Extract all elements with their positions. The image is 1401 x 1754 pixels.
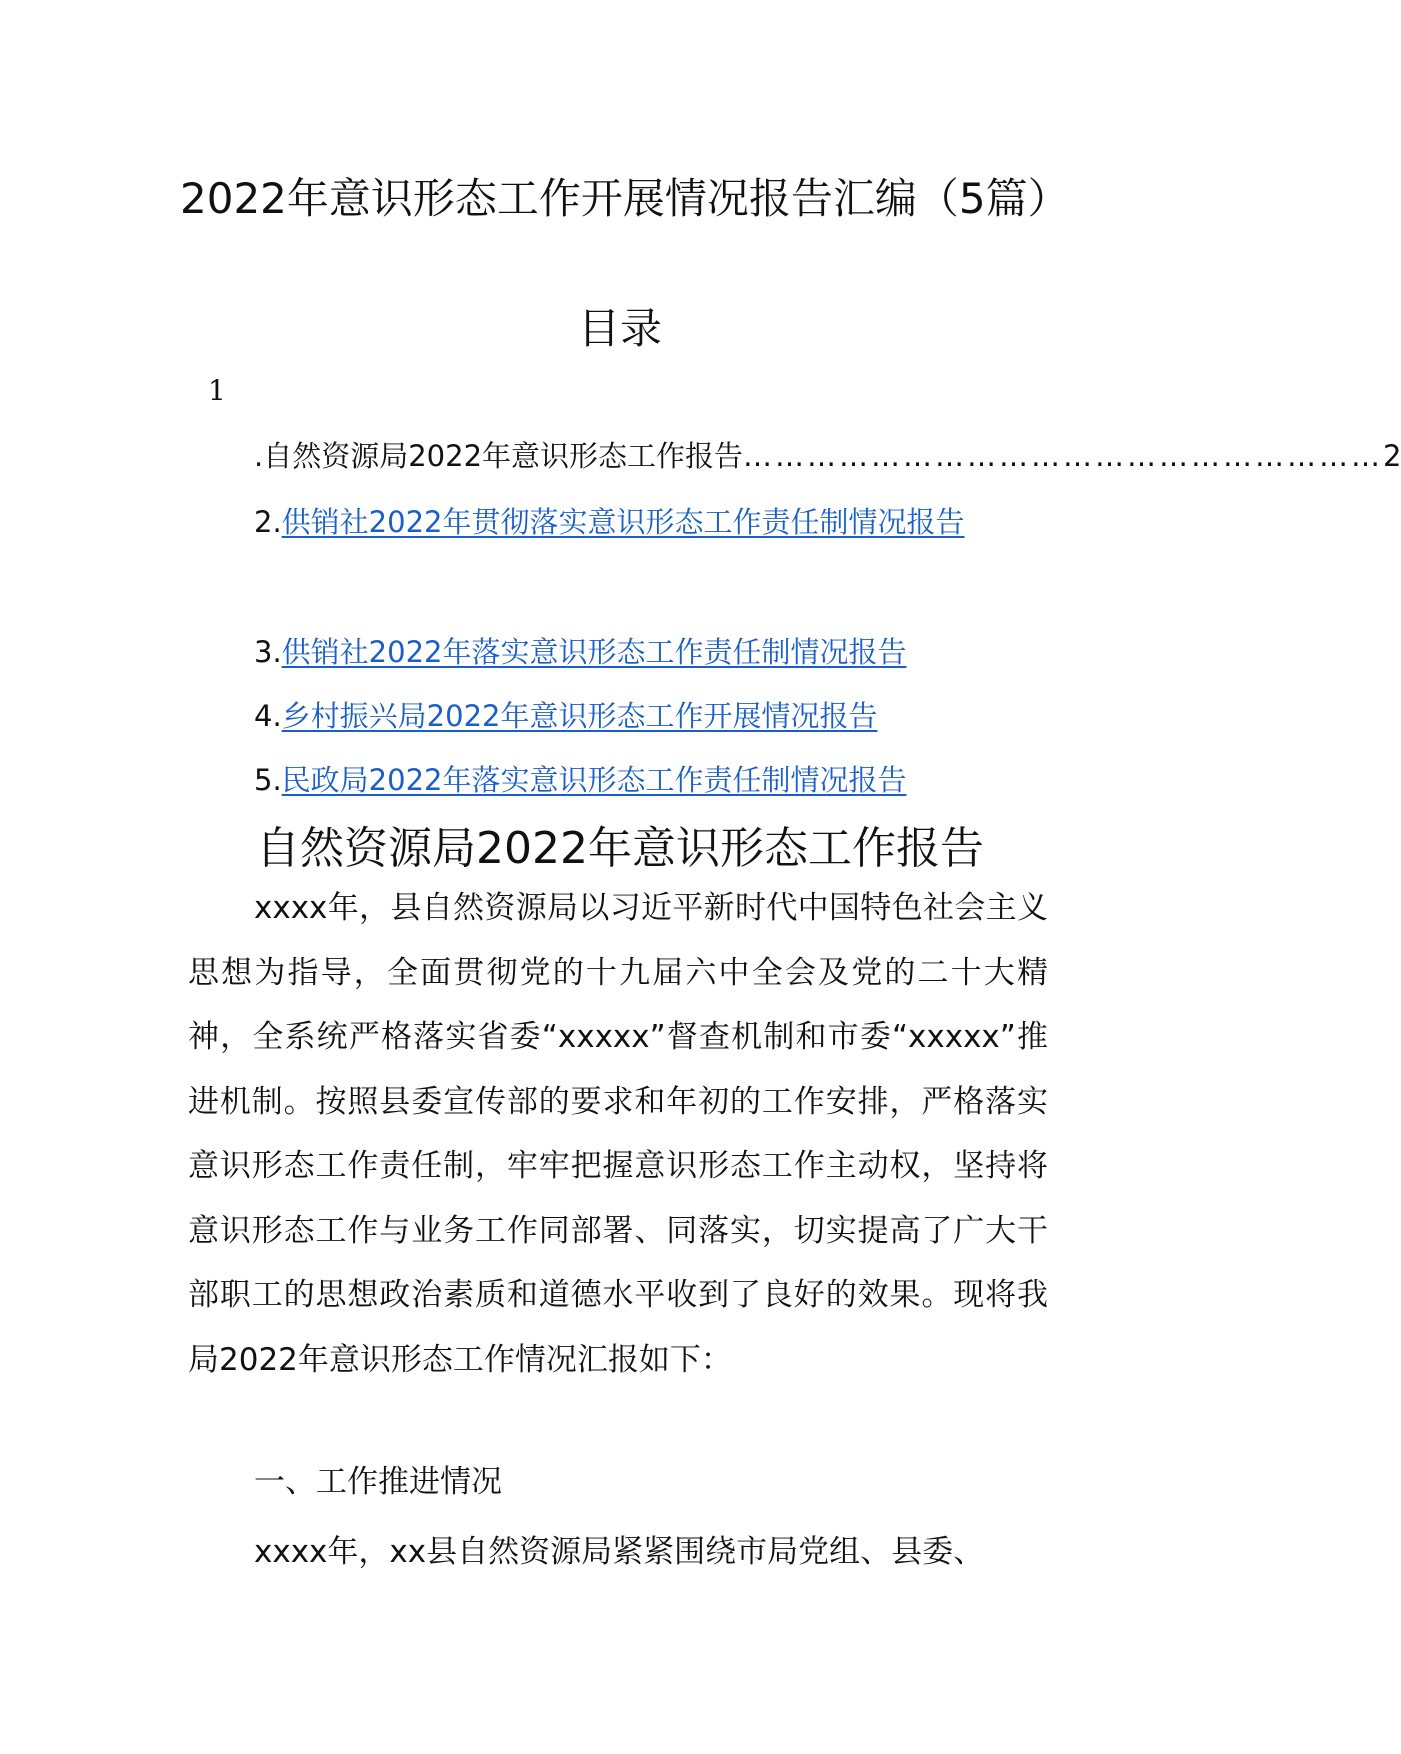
document-title: 2022年意识形态工作开展情况报告汇编（5篇） bbox=[180, 174, 1070, 223]
toc-item-3-link[interactable]: 供销社2022年落实意识形态工作责任制情况报告 bbox=[281, 635, 907, 669]
toc-item-2-number: 2. bbox=[254, 505, 282, 539]
toc-item-1-page: 2 bbox=[1383, 439, 1401, 473]
toc-heading: 目录 bbox=[577, 304, 662, 353]
toc-item-4 bbox=[188, 684, 1114, 748]
body-paragraph-2: xxxx年，xx县自然资源局紧紧围绕市局党组、县委、 bbox=[254, 1534, 985, 1570]
toc-item-3-number: 3. bbox=[254, 635, 282, 669]
toc-item-1[interactable] bbox=[188, 424, 1401, 488]
toc-item-5 bbox=[188, 748, 1114, 812]
toc-item-5-link[interactable]: 民政局2022年落实意识形态工作责任制情况报告 bbox=[281, 763, 907, 797]
section-heading: 一、工作推进情况 bbox=[254, 1464, 502, 1500]
toc-item-3 bbox=[188, 620, 1114, 684]
toc-item-4-link[interactable]: 乡村振兴局2022年意识形态工作开展情况报告 bbox=[281, 699, 878, 733]
toc-first-number: 1 bbox=[208, 374, 226, 407]
toc-leader-dots: …………………………………………………… bbox=[743, 439, 1384, 473]
toc-item-1-text: .自然资源局2022年意识形态工作报告 bbox=[254, 439, 744, 473]
toc-item-2 bbox=[188, 490, 1048, 554]
section-title: 自然资源局2022年意识形态工作报告 bbox=[256, 823, 984, 874]
toc-item-5-number: 5. bbox=[254, 763, 282, 797]
toc-item-4-number: 4. bbox=[254, 699, 282, 733]
toc-item-2-link[interactable]: 供销社2022年贯彻落实意识形态工作责任制情况报告 bbox=[281, 505, 965, 539]
body-paragraph: xxxx年，县自然资源局以习近平新时代中国特色社会主义思想为指导，全面贯彻党的十九届六中全会及党的二十大精神，全系统严格落实省委“xxxxx”督查机制和市委“xxxxx”推进机制。按照县委宣传部的要求和年初的工作安排，严格落实意识形态工作责任制，牢牢把握意识形态工作主动权，坚持将意识形态工作与业务工作同部署、同落实，切实提高了广大干部职工的思想政治素质和道德水平收到了良好的效果。现将我局2022年意识形态工作情况汇报如下： bbox=[188, 890, 1048, 1378]
